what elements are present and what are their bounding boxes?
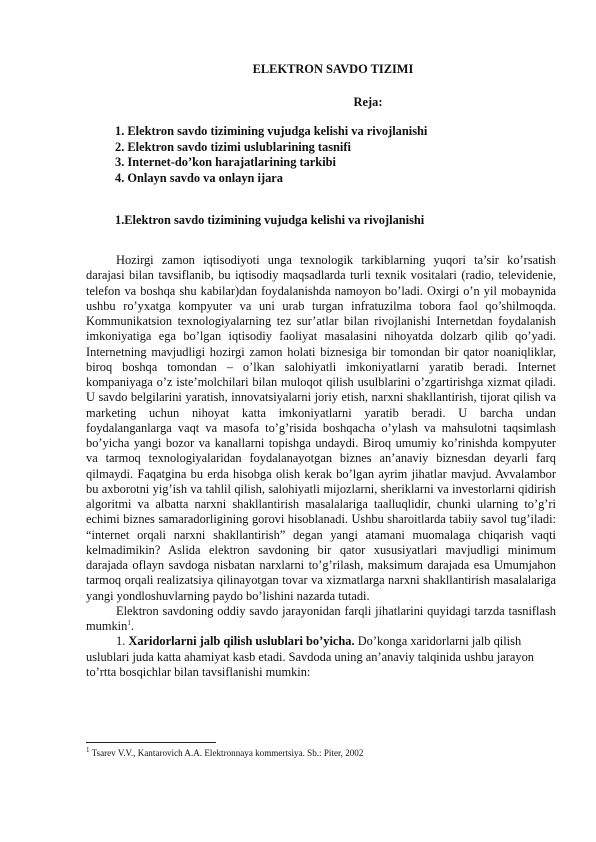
plan-heading: Reja:: [353, 95, 383, 109]
plan-item-1: 1. Elektron savdo tizimining vujudga kelishi va rivojlanishi: [115, 124, 428, 138]
plan-list: [115, 124, 427, 186]
plan-item-2: 2. Elektron savdo tizimi uslublarining tasnifi: [115, 139, 351, 154]
paragraph-2-end: .: [130, 619, 134, 633]
plan-item-4: 4. Onlayn savdo va onlayn ijara: [115, 170, 283, 185]
section-heading: 1.Elektron savdo tizimining vujudga kelishi va rivojlanishi: [115, 213, 425, 227]
paragraph-3-bold-lead: Xaridorlarni jalb qilish uslublari bo’yicha.: [128, 634, 355, 649]
footnote: [86, 745, 364, 758]
paragraph-3-text: Do’konga xaridorlarni jalb qilish uslublari juda katta ahamiyat kasb etadi. Savdoda uning an’anaviy talqinida ushbu jarayon to’rtta bosqichlar bilan tavsiflanishi mumkin:: [86, 634, 535, 679]
body-text: [86, 253, 556, 680]
paragraph-3: [86, 634, 556, 680]
paragraph-2: [86, 604, 556, 635]
footnote-divider: [86, 742, 216, 743]
footnote-text: Tsarev V.V., Kantarovich A.A. Elektronnaya kommertsiya. Sb.: Piter, 2002: [89, 748, 364, 758]
paragraph-1: Hozirgi zamon iqtisodiyoti unga texnologik tarkiblarning yuqori ta’sir ko’rsatish darajasi bilan tavsiflanib, bu iqtisodiy maqsadlarda turli texnik vositalari (radio, televidenie, telefon va boshqa shu kabilar)dan foydalanishda namoyon bo’ladi. Oxirgi o’n yil mobaynida ushbu ro’yxatga kompyuter va uni urab turgan infratuzilma tobora faol qo’shilmoqda. Kommunikatsion texnologiyalarning tez sur’atlar bilan rivojlanishi Internetdan foydalanish imkoniyatiga ega bo’lgan iqtisodiy faoliyat masalasini nihoyatda dolzarb qilib qo’yadi. Internetning mavjudligi hozirgi zamon holati biznesiga bir tomondan bir qator noaniqliklar, biroq boshqa tomondan – o’lkan salohiyatli imkoniyatlarni yaratib beradi. Internet kompaniyaga o’z iste’molchilari bilan muloqot qilish usulblarini o’zgartirishga xizmat qiladi. U savdo belgilarini yaratish, innovatsiyalarni joriy etish, narxni shakllantirish, tijorat qilish va marketing uchun nihoyat katta imkoniyatlarni yaratib beradi. U barcha undan foydalanganlarga vaqt va masofa to’g’risida boshqacha o’ylash va mahsulotni taqsimlash bo’yicha yangi bozor va kanallarni topishga undaydi. Biroq umumiy ko’rinishda kompyuter va tarmoq texnologiyalaridan foydalanayotgan biznes an’anaviy biznesdan deyarli farq qilmaydi. Faqatgina bu erda hisobga olish kerak bo’lgan ayrim jihatlar mavjud. Avvalambor bu axborotni yig’ish va tahlil qilish, salohiyatli mijozlarni, sheriklarni va investorlarni qidirish algoritmi va albatta narxni shakllantirish masalalariga taalluqlidir, chunki ularning to’g’ri echimi biznes samaradorligining gorovi hisoblanadi. Ushbu sharoitlarda tabiiy savol tug’iladi: “internet orqali narxni shakllantirish” degan yangi atamani muomalaga chiqarish vaqti kelmadimikin? Aslida elektron savdoning bir qator xususiyatlari mavjudligi minimum darajada oflayn savdoga nisbatan narxlarni to’g’rilash, maksimum darajada esa Umumjahon tarmoq orqali realizatsiya qilinayotgan tovar va xizmatlarga narxni shakllantirish masalalariga yangi yondloshuvlarning paydo bo’lishini nazarda tutadi.: [86, 253, 556, 603]
plan-item-3: 3. Internet-do’kon harajatlarining tarkibi: [115, 155, 336, 170]
footnote-reference[interactable]: 1: [127, 618, 131, 627]
footnote-mark: 1: [86, 745, 90, 754]
paragraph-3-number: 1.: [116, 634, 126, 649]
document-title: ELEKTRON SAVDO TIZIMI: [252, 62, 414, 76]
paragraph-2-text: Elektron savdoning oddiy savdo jarayonidan farqli jihatlarini quyidagi tarzda tasniflash mumkin: [86, 603, 556, 633]
